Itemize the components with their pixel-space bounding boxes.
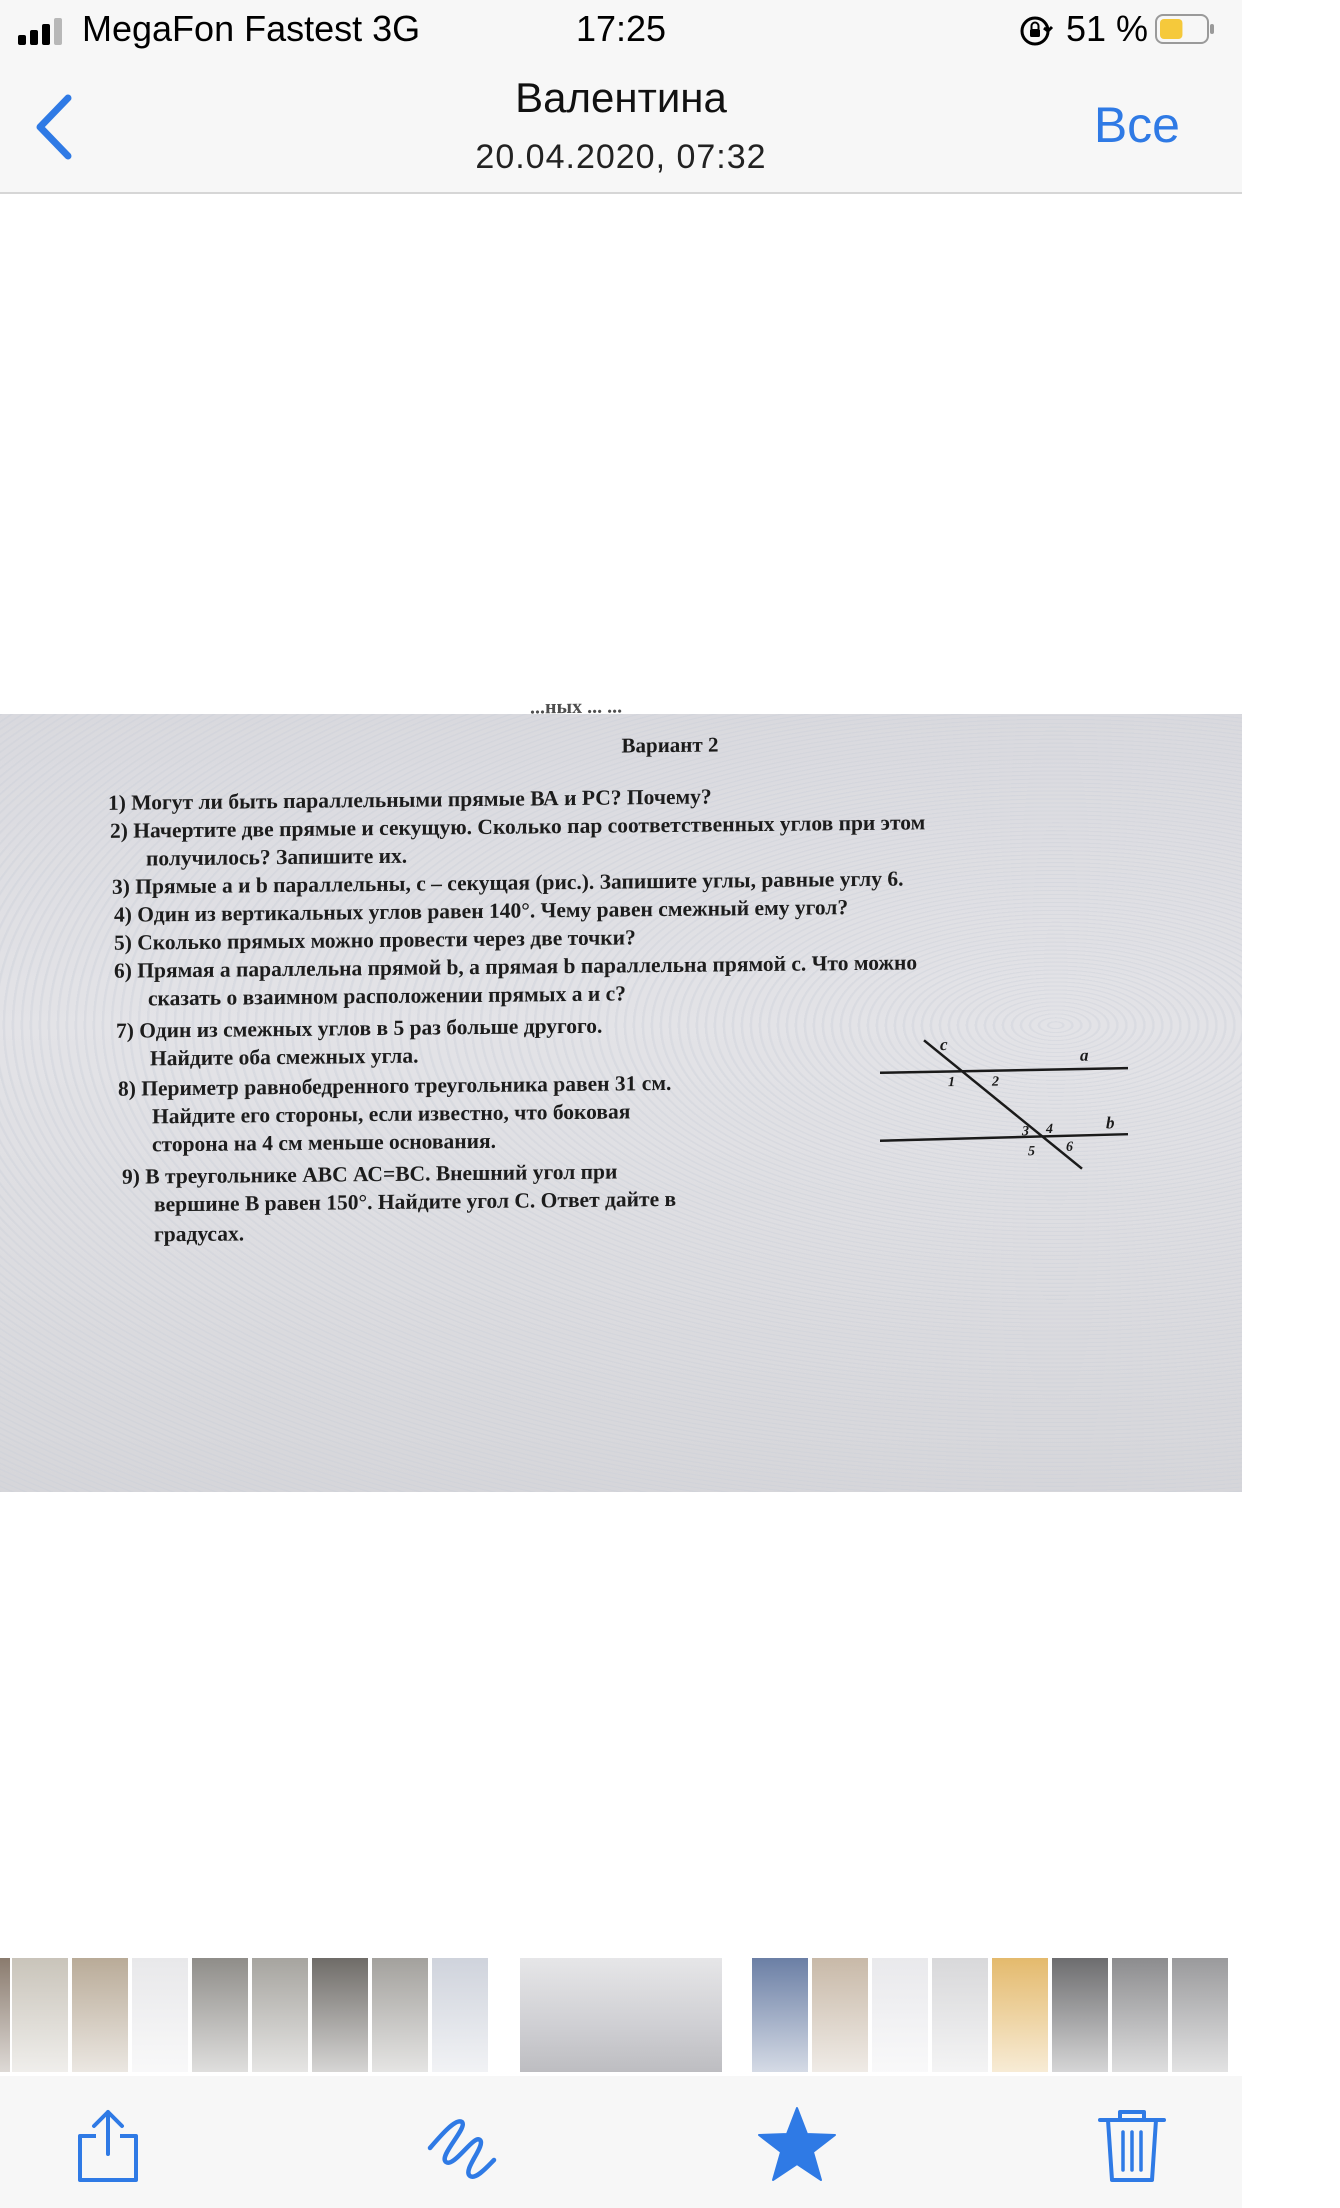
thumbnail[interactable]: [992, 1958, 1048, 2072]
question-line: 3) Прямые a и b параллельны, c – секущая (рис.). Запишите углы, равные углу 6.: [112, 866, 904, 899]
thumbnail[interactable]: [12, 1958, 68, 2072]
thumbnail-current[interactable]: [520, 1958, 722, 2072]
thumbnail[interactable]: [192, 1958, 248, 2072]
question-line: градусах.: [154, 1221, 245, 1247]
thumbnail[interactable]: [1172, 1958, 1228, 2072]
thumbnail[interactable]: [252, 1958, 308, 2072]
question-line: 6) Прямая a параллельна прямой b, а прямая b параллельна прямой c. Что можно: [114, 950, 918, 983]
angle-4: 4: [1046, 1121, 1053, 1138]
orientation-lock-icon: [1018, 14, 1052, 48]
thumbnail[interactable]: [0, 1958, 10, 2072]
status-time: 17:25: [575, 8, 667, 49]
question-line: сказать о взаимном расположении прямых a и c?: [148, 981, 626, 1011]
line-c: [924, 1039, 1082, 1171]
question-line: получилось? Запишите их.: [146, 843, 408, 871]
question-line: Найдите его стороны, если известно, что боковая: [152, 1099, 631, 1129]
photo-viewer-image[interactable]: [0, 695, 1242, 1492]
cut-off-header: ...ных ... ...: [530, 695, 623, 719]
thumbnail[interactable]: [932, 1958, 988, 2072]
angle-6: 6: [1066, 1139, 1073, 1155]
all-photos-button[interactable]: Все: [1093, 97, 1180, 153]
thumbnail[interactable]: [1112, 1958, 1168, 2072]
thumbnail[interactable]: [72, 1958, 128, 2072]
question-line: 1) Могут ли быть параллельными прямые ВА и РС? Почему?: [108, 784, 712, 815]
thumbnail[interactable]: [132, 1958, 188, 2072]
label-b: b: [1106, 1113, 1115, 1133]
angle-2: 2: [992, 1074, 999, 1090]
line-b: [880, 1134, 1128, 1141]
question-line: 5) Сколько прямых можно провести через две точки?: [114, 925, 636, 955]
label-c: c: [940, 1035, 948, 1055]
thumbnail[interactable]: [872, 1958, 928, 2072]
bottom-toolbar: [0, 2076, 1242, 2208]
thumbnail[interactable]: [812, 1958, 868, 2072]
question-line: 2) Начертите две прямые и секущую. Сколько пар соответственных углов при этом: [110, 810, 926, 843]
thumbnail-strip[interactable]: [0, 1956, 1242, 2074]
thumbnail[interactable]: [312, 1958, 368, 2072]
question-line: сторона на 4 см меньше основания.: [152, 1128, 497, 1157]
question-line: 9) В треугольнике АВС АС=ВС. Внешний угол при: [122, 1159, 618, 1189]
navigation-bar: [0, 58, 1242, 194]
carrier-name: MegaFon Fastest 3G: [82, 8, 421, 49]
line-a: [880, 1068, 1128, 1073]
question-line: Найдите оба смежных угла.: [150, 1043, 419, 1071]
photo-date: 20.04.2020, 07:32: [475, 138, 767, 176]
trash-icon[interactable]: [1092, 2104, 1172, 2184]
battery-percent: 51 %: [1066, 8, 1149, 49]
share-icon[interactable]: [68, 2104, 148, 2184]
question-line: вершине В равен 150°. Найдите угол С. Ответ дайте в: [154, 1186, 677, 1217]
question-line: 8) Периметр равнобедренного треугольника равен 31 см.: [118, 1070, 672, 1101]
markup-icon[interactable]: [422, 2104, 502, 2184]
label-a: a: [1080, 1045, 1089, 1065]
angle-3: 3: [1022, 1124, 1029, 1140]
conversation-title: Валентина: [515, 74, 727, 121]
battery-icon: [1155, 14, 1215, 44]
worksheet-title: Вариант 2: [621, 732, 719, 758]
thumbnail[interactable]: [432, 1958, 488, 2072]
worksheet-photo: [0, 695, 1242, 1492]
question-line: 7) Один из смежных углов в 5 раз больше другого.: [116, 1013, 603, 1043]
thumbnail[interactable]: [372, 1958, 428, 2072]
question-line: 4) Один из вертикальных углов равен 140°. Чему равен смежный ему угол?: [114, 895, 849, 927]
angle-5: 5: [1028, 1144, 1035, 1160]
favorite-star-icon[interactable]: [757, 2104, 837, 2184]
thumbnail[interactable]: [752, 1958, 808, 2072]
thumbnail[interactable]: [1052, 1958, 1108, 2072]
angle-1: 1: [948, 1074, 955, 1091]
parallel-lines-figure: [870, 1032, 1140, 1185]
status-bar: [0, 0, 1242, 58]
